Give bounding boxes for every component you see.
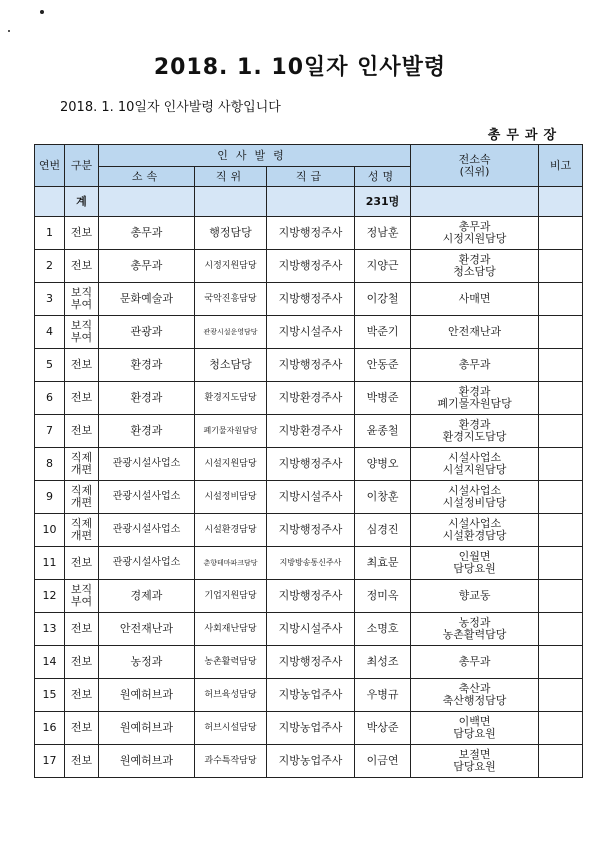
cell-rank: 지방환경주사 [267, 382, 355, 415]
cell-type: 전보 [65, 349, 99, 382]
header-name: 성명 [355, 167, 411, 187]
personnel-table [34, 144, 583, 778]
cell-remarks [539, 580, 583, 613]
table-row [35, 382, 583, 415]
cell-position: 과수특작담당 [195, 745, 267, 778]
cell-position: 시설지원담당 [195, 448, 267, 481]
cell-previous: 축산과 축산행정담당 [411, 679, 539, 712]
table-row [35, 613, 583, 646]
cell-type: 전보 [65, 415, 99, 448]
cell-org: 농정과 [99, 646, 195, 679]
cell-rank: 지방방송통신주사 [267, 547, 355, 580]
header-no: 연번 [35, 145, 65, 187]
cell-org: 경제과 [99, 580, 195, 613]
cell-previous: 보절면 담당요원 [411, 745, 539, 778]
cell-remarks [539, 679, 583, 712]
cell-rank: 지방행정주사 [267, 580, 355, 613]
table-row [35, 283, 583, 316]
cell-org: 원예허브과 [99, 745, 195, 778]
cell-org: 관광시설사업소 [99, 514, 195, 547]
cell-remarks [539, 415, 583, 448]
cell-type: 보직 부여 [65, 316, 99, 349]
cell-type: 직제 개편 [65, 448, 99, 481]
cell-org: 관광과 [99, 316, 195, 349]
cell-type: 전보 [65, 250, 99, 283]
total-count: 231명 [355, 187, 411, 217]
table-row [35, 514, 583, 547]
cell-remarks [539, 250, 583, 283]
cell-name: 우병규 [355, 679, 411, 712]
cell-type: 전보 [65, 745, 99, 778]
cell-position: 환경지도담당 [195, 382, 267, 415]
cell-no: 6 [35, 382, 65, 415]
header-remarks: 비고 [539, 145, 583, 187]
cell-type: 전보 [65, 217, 99, 250]
table-row [35, 547, 583, 580]
cell-remarks [539, 646, 583, 679]
cell-org: 원예허브과 [99, 679, 195, 712]
header-rank: 직급 [267, 167, 355, 187]
header-appointment: 인사발령 [99, 145, 411, 167]
table-row [35, 316, 583, 349]
cell-org: 관광시설사업소 [99, 547, 195, 580]
cell-remarks [539, 316, 583, 349]
cell-no: 4 [35, 316, 65, 349]
cell-no: 7 [35, 415, 65, 448]
cell-no: 12 [35, 580, 65, 613]
cell-position: 농촌활력담당 [195, 646, 267, 679]
cell-rank: 지방환경주사 [267, 415, 355, 448]
table-row [35, 679, 583, 712]
cell-previous: 총무과 시정지원담당 [411, 217, 539, 250]
cell-no: 5 [35, 349, 65, 382]
cell-previous: 환경과 폐기물자원담당 [411, 382, 539, 415]
cell-rank: 지방시설주사 [267, 613, 355, 646]
cell-position: 허브시설담당 [195, 712, 267, 745]
cell-rank: 지방행정주사 [267, 283, 355, 316]
cell-previous: 환경과 환경지도담당 [411, 415, 539, 448]
table-row [35, 250, 583, 283]
table-row [35, 217, 583, 250]
cell-previous: 시설사업소 시설환경담당 [411, 514, 539, 547]
cell-remarks [539, 712, 583, 745]
cell-org: 총무과 [99, 217, 195, 250]
cell-name: 박준기 [355, 316, 411, 349]
header-position: 직위 [195, 167, 267, 187]
scan-mark [40, 10, 44, 14]
cell-rank: 지방행정주사 [267, 448, 355, 481]
cell-no: 17 [35, 745, 65, 778]
table-row [35, 349, 583, 382]
cell-remarks [539, 514, 583, 547]
cell-position: 시정지원담당 [195, 250, 267, 283]
cell-remarks [539, 481, 583, 514]
cell-remarks [539, 217, 583, 250]
cell-name: 정미옥 [355, 580, 411, 613]
cell-previous: 안전재난과 [411, 316, 539, 349]
cell-previous: 농정과 농촌활력담당 [411, 613, 539, 646]
cell-rank: 지방행정주사 [267, 514, 355, 547]
cell-remarks [539, 613, 583, 646]
cell-previous: 시설사업소 시설정비담당 [411, 481, 539, 514]
cell-org: 원예허브과 [99, 712, 195, 745]
cell-no: 2 [35, 250, 65, 283]
cell-rank: 지방행정주사 [267, 250, 355, 283]
header-previous: 전소속 (직위) [411, 145, 539, 187]
cell-previous: 인월면 담당요원 [411, 547, 539, 580]
cell-rank: 지방행정주사 [267, 217, 355, 250]
scan-speck [8, 30, 10, 32]
table-row [35, 580, 583, 613]
cell-org: 환경과 [99, 415, 195, 448]
cell-type: 전보 [65, 679, 99, 712]
table-row [35, 745, 583, 778]
cell-position: 행정담당 [195, 217, 267, 250]
cell-type: 전보 [65, 646, 99, 679]
cell-name: 윤종철 [355, 415, 411, 448]
cell-remarks [539, 547, 583, 580]
header-type: 구분 [65, 145, 99, 187]
cell-type: 전보 [65, 547, 99, 580]
cell-no: 10 [35, 514, 65, 547]
cell-rank: 지방농업주사 [267, 679, 355, 712]
table-row [35, 415, 583, 448]
cell-position: 폐기물자원담당 [195, 415, 267, 448]
table-row [35, 712, 583, 745]
cell-type: 보직 부여 [65, 283, 99, 316]
cell-name: 이금연 [355, 745, 411, 778]
header-org: 소속 [99, 167, 195, 187]
cell-no: 15 [35, 679, 65, 712]
cell-rank: 지방시설주사 [267, 316, 355, 349]
cell-position: 시설환경담당 [195, 514, 267, 547]
cell-type: 전보 [65, 613, 99, 646]
cell-org: 환경과 [99, 382, 195, 415]
cell-position: 사회재난담당 [195, 613, 267, 646]
cell-name: 이강철 [355, 283, 411, 316]
cell-name: 지양근 [355, 250, 411, 283]
cell-rank: 지방행정주사 [267, 349, 355, 382]
cell-name: 심경진 [355, 514, 411, 547]
cell-position: 국악진흥담당 [195, 283, 267, 316]
cell-org: 안전재난과 [99, 613, 195, 646]
cell-previous: 사매면 [411, 283, 539, 316]
cell-name: 소명호 [355, 613, 411, 646]
cell-org: 문화예술과 [99, 283, 195, 316]
cell-name: 이창훈 [355, 481, 411, 514]
cell-position: 허브육성담당 [195, 679, 267, 712]
cell-name: 박상준 [355, 712, 411, 745]
cell-no: 13 [35, 613, 65, 646]
cell-no: 8 [35, 448, 65, 481]
total-row [35, 187, 583, 217]
cell-remarks [539, 283, 583, 316]
cell-type: 보직 부여 [65, 580, 99, 613]
table-row [35, 481, 583, 514]
cell-position: 관광시설운영담당 [195, 316, 267, 349]
cell-remarks [539, 382, 583, 415]
cell-name: 정남훈 [355, 217, 411, 250]
cell-type: 전보 [65, 382, 99, 415]
cell-no: 3 [35, 283, 65, 316]
table-row [35, 646, 583, 679]
cell-no: 9 [35, 481, 65, 514]
cell-name: 최효문 [355, 547, 411, 580]
department-label: 총무과장 [487, 128, 562, 143]
cell-previous: 총무과 [411, 349, 539, 382]
cell-remarks [539, 349, 583, 382]
total-label: 계 [65, 187, 99, 217]
cell-org: 환경과 [99, 349, 195, 382]
cell-previous: 총무과 [411, 646, 539, 679]
cell-name: 안동준 [355, 349, 411, 382]
table-row [35, 448, 583, 481]
cell-no: 14 [35, 646, 65, 679]
cell-previous: 이백면 담당요원 [411, 712, 539, 745]
cell-previous: 환경과 청소담당 [411, 250, 539, 283]
header-row-1 [35, 145, 583, 167]
cell-rank: 지방농업주사 [267, 712, 355, 745]
page-subtitle: 2018. 1. 10일자 인사발령 사항입니다 [60, 100, 281, 115]
cell-previous: 향교동 [411, 580, 539, 613]
cell-no: 16 [35, 712, 65, 745]
cell-name: 박병준 [355, 382, 411, 415]
cell-name: 양병오 [355, 448, 411, 481]
cell-rank: 지방행정주사 [267, 646, 355, 679]
cell-type: 전보 [65, 712, 99, 745]
cell-rank: 지방농업주사 [267, 745, 355, 778]
cell-org: 관광시설사업소 [99, 481, 195, 514]
cell-position: 기업지원담당 [195, 580, 267, 613]
cell-type: 직제 개편 [65, 481, 99, 514]
cell-name: 최성조 [355, 646, 411, 679]
cell-type: 직제 개편 [65, 514, 99, 547]
cell-no: 1 [35, 217, 65, 250]
cell-remarks [539, 448, 583, 481]
cell-org: 관광시설사업소 [99, 448, 195, 481]
cell-no: 11 [35, 547, 65, 580]
page-title: 2018. 1. 10일자 인사발령 [153, 55, 447, 80]
cell-org: 총무과 [99, 250, 195, 283]
cell-rank: 지방시설주사 [267, 481, 355, 514]
cell-previous: 시설사업소 시설지원담당 [411, 448, 539, 481]
cell-remarks [539, 745, 583, 778]
cell-position: 청소담당 [195, 349, 267, 382]
cell-position: 춘향테마파크담당 [195, 547, 267, 580]
cell-position: 시설정비담당 [195, 481, 267, 514]
